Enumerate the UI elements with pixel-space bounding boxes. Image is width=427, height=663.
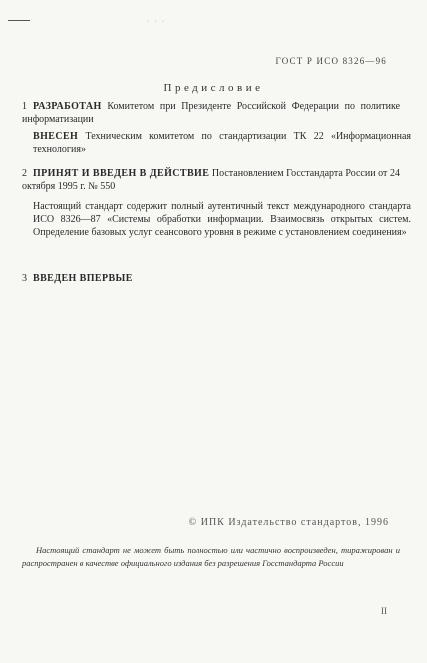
copyright: © ИПК Издательство стандартов, 1996 — [188, 517, 389, 528]
item-2-sub-text: Настоящий стандарт содержит полный аутентичный текст международного стандарта ИСО 8326—87 «Системы обработки информации. Взаимосвязь открытых систем. Определение базовых услуг сеансового уровня в режиме с установлением соединения» — [33, 201, 411, 238]
standard-code: ГОСТ Р ИСО 8326—96 — [275, 56, 387, 66]
item-2-text: Постановлением Госстандарта России от 24 октября 1995 г. № 550 — [22, 168, 401, 192]
scan-dots: · · · — [147, 19, 166, 25]
item-1-text: Комитетом при Президенте Российской Федерации по политике информатизации — [22, 101, 401, 125]
item-2 — [22, 167, 400, 193]
item-1-number: 1 — [22, 101, 27, 112]
item-2-sub — [22, 200, 411, 239]
item-1-sub-text: Техническим комитетом по стандартизации ТК 22 «Информационная технология» — [33, 131, 412, 155]
item-2-bold: ПРИНЯТ И ВВЕДЕН В ДЕЙСТВИЕ — [33, 168, 210, 179]
item-1 — [22, 100, 400, 126]
item-1-sub-bold: ВНЕСЕН — [33, 131, 79, 142]
item-2-number: 2 — [22, 168, 27, 179]
scan-mark — [8, 20, 30, 21]
page-title: Предисловие — [163, 82, 264, 94]
page-number: II — [381, 606, 387, 616]
item-1-bold: РАЗРАБОТАН — [33, 101, 102, 112]
item-1-sub — [22, 130, 411, 156]
reproduction-notice: Настоящий стандарт не может быть полностью или частично воспроизведен, тиражирован и распространен в качестве официального издания без разрешения Госстандарта России — [22, 545, 400, 568]
item-3-number: 3 — [22, 273, 27, 284]
item-3-bold: ВВЕДЕН ВПЕРВЫЕ — [33, 273, 133, 284]
item-3 — [22, 272, 400, 285]
